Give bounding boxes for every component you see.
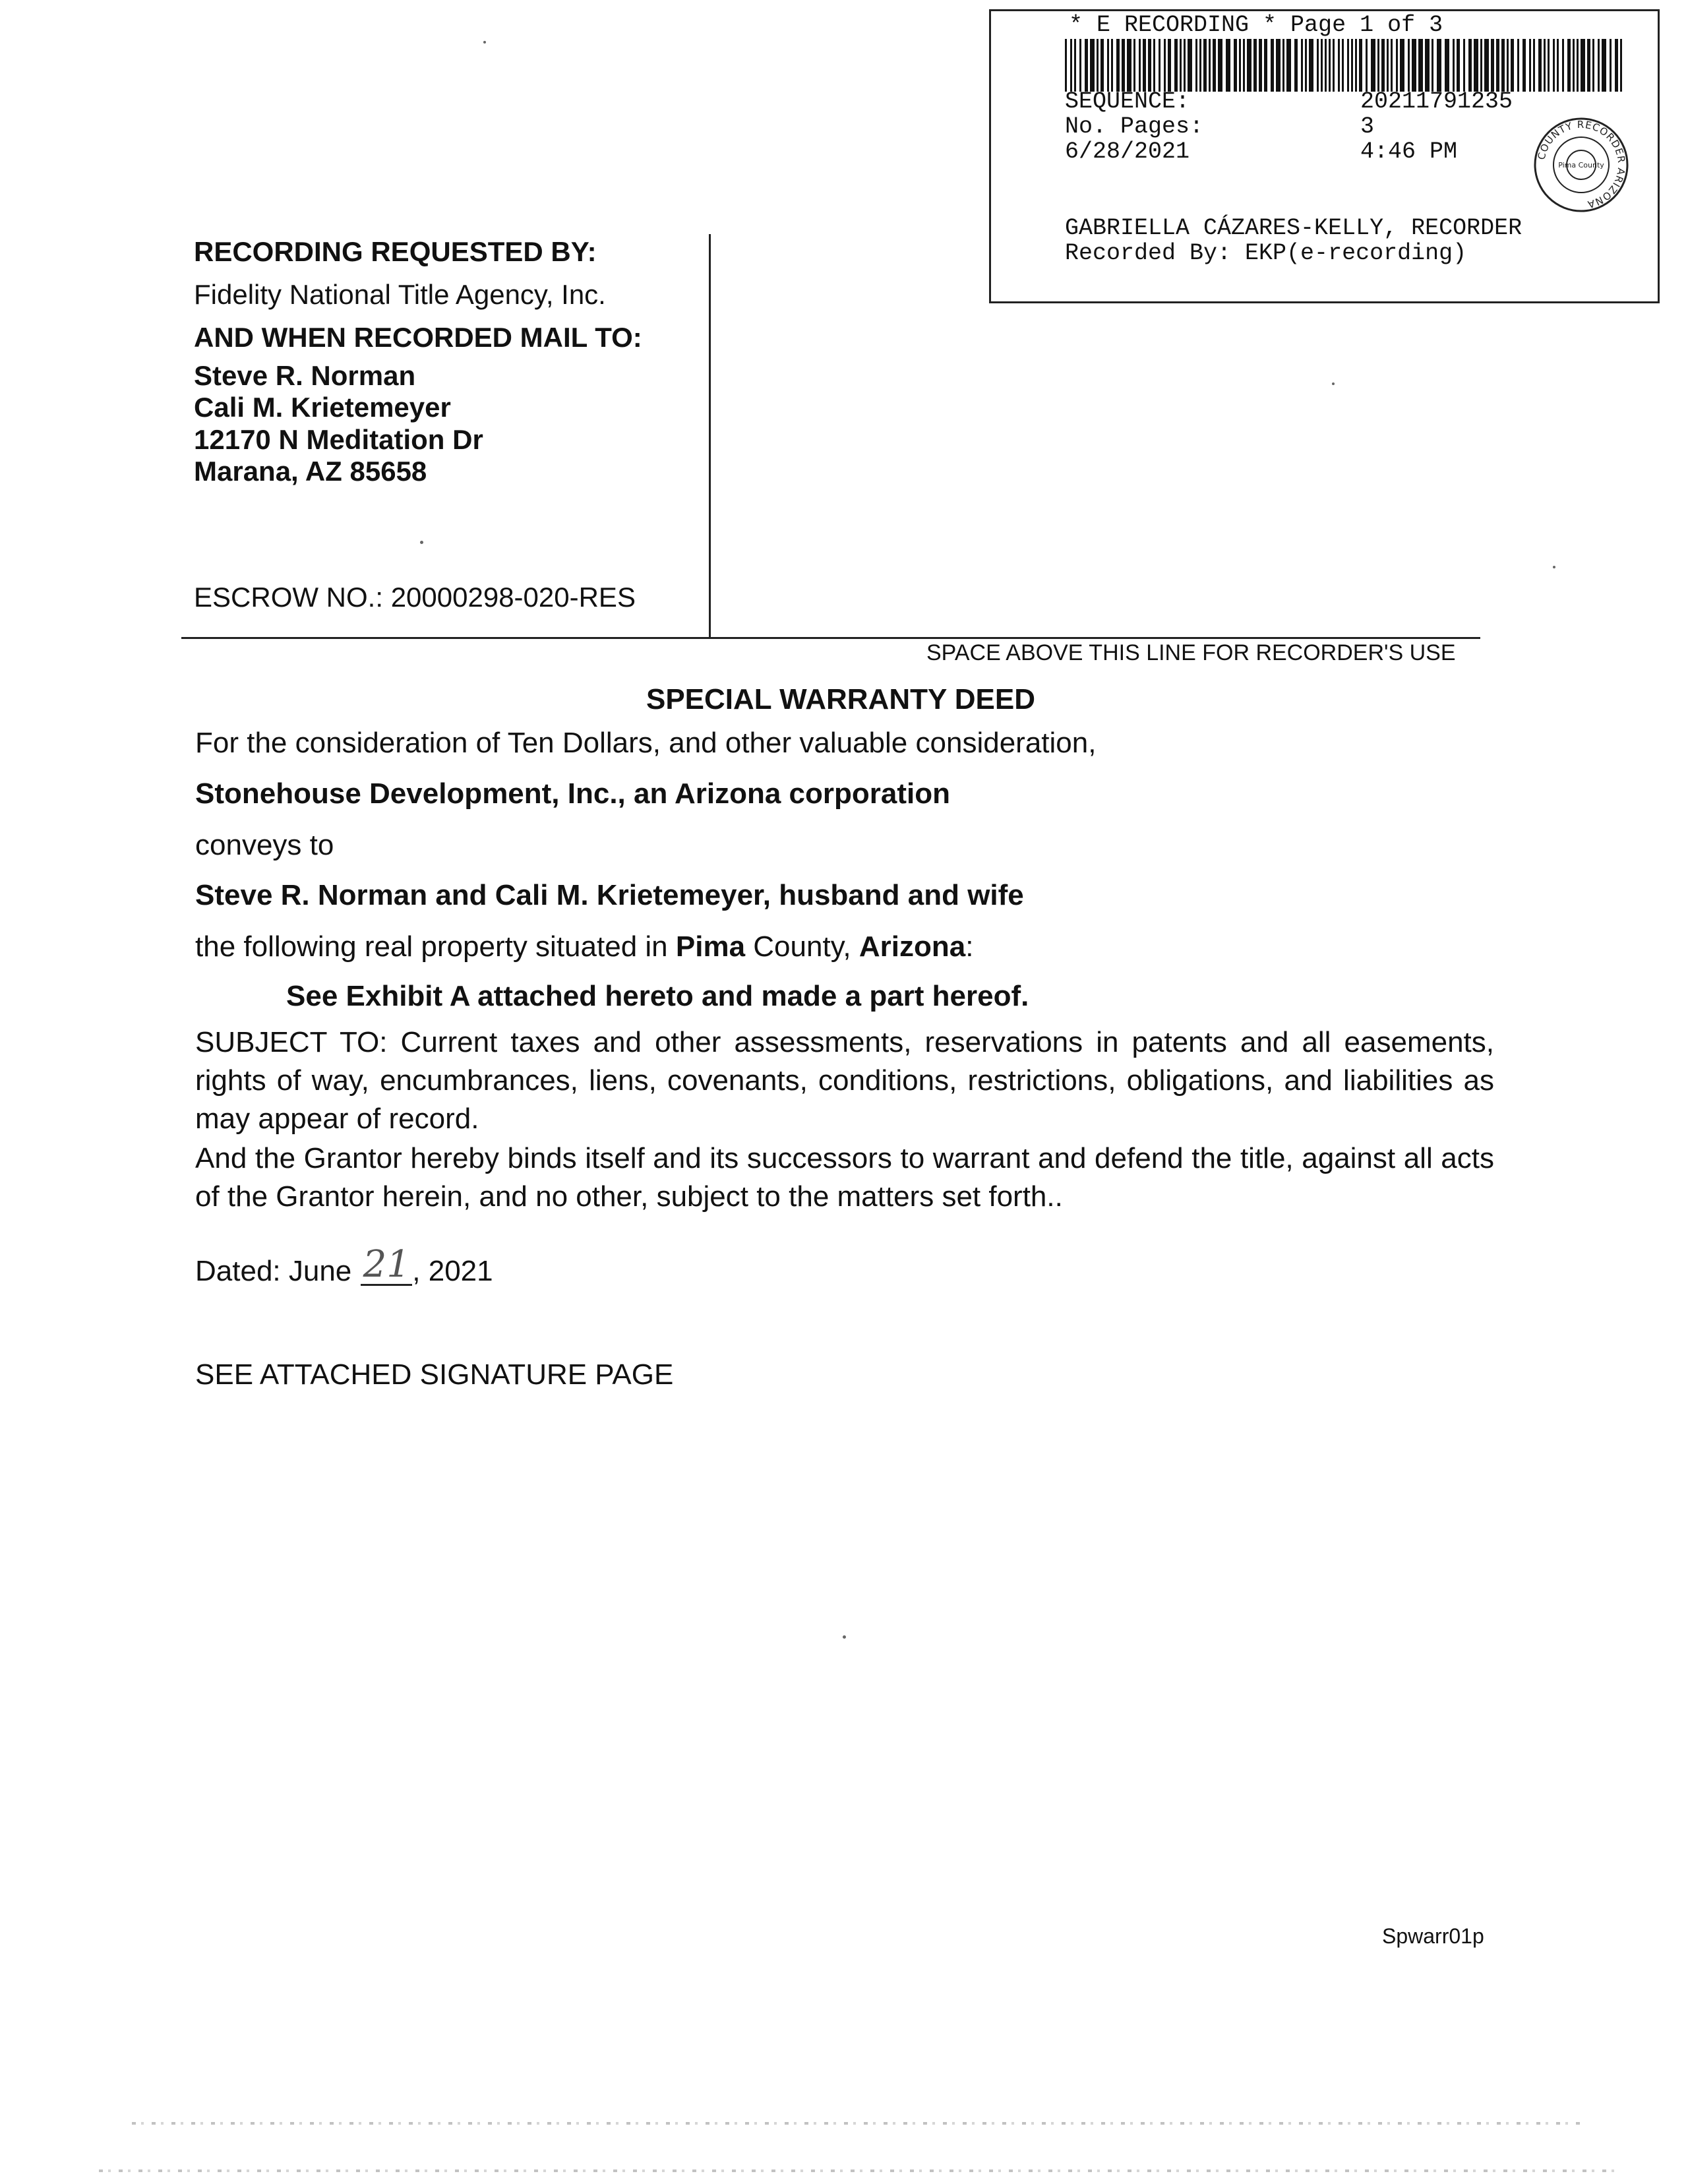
- barcode-bar: [1139, 39, 1141, 92]
- scan-speck: [420, 541, 423, 544]
- barcode-bar: [1085, 39, 1088, 92]
- grantee: Steve R. Norman and Cali M. Krietemeyer, husband and wife: [195, 879, 1024, 911]
- barcode-bar: [1387, 39, 1389, 92]
- escrow-number: [194, 582, 636, 613]
- barcode-bar: [1592, 39, 1594, 92]
- escrow-value: 20000298-020-RES: [390, 582, 636, 613]
- barcode-bar: [1573, 39, 1575, 92]
- dated-prefix: Dated: June: [195, 1255, 352, 1287]
- barcode-bar: [1116, 39, 1120, 92]
- barcode-bar: [1153, 39, 1155, 92]
- barcode-bar: [1437, 39, 1441, 92]
- seal-inner-text: Pima County: [1558, 161, 1604, 169]
- mail-to-line: 12170 N Meditation Dr: [194, 424, 483, 455]
- barcode-bar: [1184, 39, 1186, 92]
- barcode-bar: [1271, 39, 1274, 92]
- barcode-bar: [1097, 39, 1099, 92]
- barcode-bar: [1371, 39, 1375, 92]
- barcode-bar: [1100, 39, 1104, 92]
- barcode: [1065, 39, 1625, 92]
- barcode-bar: [1143, 39, 1146, 92]
- barcode-bar: [1615, 39, 1618, 92]
- form-code: Spwarr01p: [1382, 1924, 1484, 1948]
- barcode-bar: [1602, 39, 1606, 92]
- barcode-bar: [1620, 39, 1622, 92]
- barcode-bar: [1243, 39, 1245, 92]
- pages-value: 3: [1360, 113, 1375, 140]
- barcode-bar: [1522, 39, 1526, 92]
- barcode-bar: [1408, 39, 1410, 92]
- barcode-bar: [1598, 39, 1600, 92]
- barcode-bar: [1366, 39, 1368, 92]
- barcode-bar: [1342, 39, 1344, 92]
- barcode-bar: [1325, 39, 1327, 92]
- scan-noise: [99, 2169, 1615, 2172]
- property-location: [195, 928, 973, 966]
- barcode-bar: [1286, 39, 1291, 92]
- barcode-bar: [1351, 39, 1353, 92]
- barcode-bar: [1259, 39, 1262, 92]
- recorder-use-note: SPACE ABOVE THIS LINE FOR RECORDER'S USE: [926, 640, 1456, 665]
- sequence-label: SEQUENCE:: [1065, 88, 1190, 115]
- barcode-bar: [1587, 39, 1590, 92]
- barcode-bar: [1496, 39, 1499, 92]
- mail-to-line: Cali M. Krietemeyer: [194, 392, 451, 423]
- record-time: 4:46 PM: [1360, 138, 1458, 165]
- barcode-bar: [1247, 39, 1251, 92]
- pages-label: No. Pages:: [1065, 113, 1204, 140]
- barcode-bar: [1359, 39, 1362, 92]
- dated-line: [195, 1243, 493, 1290]
- barcode-bar: [1111, 39, 1113, 92]
- barcode-bar: [1133, 39, 1135, 92]
- barcode-bar: [1468, 39, 1472, 92]
- barcode-bar: [1577, 39, 1579, 92]
- barcode-bar: [1355, 39, 1357, 92]
- barcode-bar: [1377, 39, 1379, 92]
- mail-to-line: Marana, AZ 85658: [194, 456, 427, 487]
- barcode-bar: [1090, 39, 1095, 92]
- barcode-bar: [1484, 39, 1489, 92]
- consideration-text: For the consideration of Ten Dollars, and other valuable consideration,: [195, 727, 1097, 759]
- dated-suffix: , 2021: [412, 1255, 493, 1287]
- scan-speck: [483, 41, 486, 44]
- barcode-bar: [1581, 39, 1585, 92]
- barcode-bar: [1199, 39, 1201, 92]
- subject-to-clause: SUBJECT TO: Current taxes and other assessments, reservations in patents and all easements, rights of way, encumbrances, liens, covenants, conditions, restrictions, obligations, and liabilities as may appear of record.: [195, 1026, 1494, 1135]
- barcode-bar: [1538, 39, 1542, 92]
- barcode-bar: [1567, 39, 1571, 92]
- conveys-text: conveys to: [195, 829, 334, 861]
- recorder-name: GABRIELLA CÁZARES-KELLY, RECORDER: [1065, 215, 1522, 241]
- state-name: Arizona: [859, 930, 966, 963]
- barcode-bar: [1396, 39, 1398, 92]
- warranty-clause: And the Grantor hereby binds itself and its successors to warrant and defend the title, against all acts of the Grantor herein, and no other, subject to the matters set forth..: [195, 1142, 1494, 1213]
- mail-to-label: AND WHEN RECORDED MAIL TO:: [194, 322, 642, 353]
- sequence-value: 20211791235: [1360, 88, 1513, 115]
- barcode-bar: [1305, 39, 1307, 92]
- barcode-bar: [1321, 39, 1323, 92]
- barcode-bar: [1309, 39, 1313, 92]
- property-suffix: :: [965, 930, 974, 963]
- barcode-bar: [1533, 39, 1535, 92]
- barcode-bar: [1203, 39, 1207, 92]
- requested-by-label: RECORDING REQUESTED BY:: [194, 236, 597, 267]
- barcode-bar: [1480, 39, 1482, 92]
- barcode-bar: [1412, 39, 1416, 92]
- barcode-bar: [1511, 39, 1514, 92]
- barcode-bar: [1457, 39, 1460, 92]
- barcode-bar: [1253, 39, 1257, 92]
- barcode-bar: [1188, 39, 1192, 92]
- barcode-bar: [1418, 39, 1423, 92]
- recorder-line: [181, 637, 1480, 639]
- county-recorder-seal-icon: [1532, 115, 1631, 214]
- barcode-bar: [1432, 39, 1433, 92]
- barcode-bar: [1276, 39, 1281, 92]
- scan-speck: [1553, 566, 1555, 568]
- barcode-bar: [1282, 39, 1284, 92]
- barcode-bar: [1164, 39, 1166, 92]
- barcode-bar: [1107, 39, 1109, 92]
- barcode-bar: [1548, 39, 1550, 92]
- barcode-bar: [1529, 39, 1531, 92]
- barcode-bar: [1453, 39, 1455, 92]
- county-name: Pima: [675, 930, 746, 963]
- barcode-bar: [1391, 39, 1393, 92]
- signature-page-note: SEE ATTACHED SIGNATURE PAGE: [195, 1358, 674, 1391]
- barcode-bar: [1234, 39, 1237, 92]
- barcode-bar: [1562, 39, 1564, 92]
- barcode-bar: [1517, 39, 1519, 92]
- barcode-bar: [1491, 39, 1494, 92]
- barcode-bar: [1209, 39, 1211, 92]
- barcode-bar: [1065, 39, 1067, 92]
- header-divider-vertical: [709, 234, 711, 638]
- barcode-bar: [1239, 39, 1241, 92]
- barcode-bar: [1501, 39, 1505, 92]
- barcode-bar: [1400, 39, 1404, 92]
- barcode-bar: [1544, 39, 1546, 92]
- barcode-bar: [1218, 39, 1222, 92]
- scan-speck: [1332, 382, 1335, 385]
- barcode-bar: [1474, 39, 1478, 92]
- barcode-bar: [1070, 39, 1072, 92]
- deed-title: [0, 682, 1688, 717]
- barcode-bar: [1294, 39, 1298, 92]
- barcode-bar: [1507, 39, 1509, 92]
- barcode-bar: [1347, 39, 1349, 92]
- deed-title-text: SPECIAL WARRANTY DEED: [646, 683, 1035, 715]
- barcode-bar: [1195, 39, 1197, 92]
- seal-outer-text: COUNTY RECORDER ARIZONA: [1535, 118, 1628, 211]
- barcode-bar: [1148, 39, 1151, 92]
- recorded-by: Recorded By: EKP(e-recording): [1065, 240, 1467, 266]
- grantor: Stonehouse Development, Inc., an Arizona corporation: [195, 777, 950, 810]
- barcode-bar: [1463, 39, 1465, 92]
- escrow-label: ESCROW NO.:: [194, 582, 384, 613]
- barcode-bar: [1079, 39, 1081, 92]
- barcode-bar: [1329, 39, 1331, 92]
- barcode-bar: [1557, 39, 1559, 92]
- recording-stamp: [989, 9, 1660, 303]
- stamp-header: * E RECORDING * Page 1 of 3: [1069, 12, 1443, 38]
- barcode-bar: [1445, 39, 1449, 92]
- barcode-bar: [1122, 39, 1125, 92]
- barcode-bar: [1317, 39, 1319, 92]
- record-date: 6/28/2021: [1065, 138, 1190, 165]
- scan-noise: [132, 2122, 1582, 2125]
- barcode-bar: [1074, 39, 1076, 92]
- barcode-bar: [1553, 39, 1555, 92]
- barcode-bar: [1174, 39, 1178, 92]
- barcode-bar: [1381, 39, 1385, 92]
- county-word: County,: [753, 930, 851, 963]
- barcode-bar: [1226, 39, 1230, 92]
- handwritten-day: 21: [363, 1243, 410, 1286]
- barcode-bar: [1333, 39, 1335, 92]
- exhibit-reference: See Exhibit A attached hereto and made a part hereof.: [286, 980, 1029, 1012]
- barcode-bar: [1301, 39, 1303, 92]
- requested-by: Fidelity National Title Agency, Inc.: [194, 279, 606, 310]
- barcode-bar: [1180, 39, 1182, 92]
- barcode-bar: [1425, 39, 1430, 92]
- property-prefix: the following real property situated in: [195, 930, 668, 963]
- scan-speck: [843, 1635, 846, 1639]
- barcode-bar: [1610, 39, 1612, 92]
- barcode-bar: [1168, 39, 1171, 92]
- barcode-bar: [1338, 39, 1340, 92]
- barcode-bar: [1264, 39, 1267, 92]
- mail-to-line: Steve R. Norman: [194, 360, 416, 391]
- barcode-bar: [1213, 39, 1216, 92]
- barcode-bar: [1127, 39, 1131, 92]
- barcode-bar: [1159, 39, 1160, 92]
